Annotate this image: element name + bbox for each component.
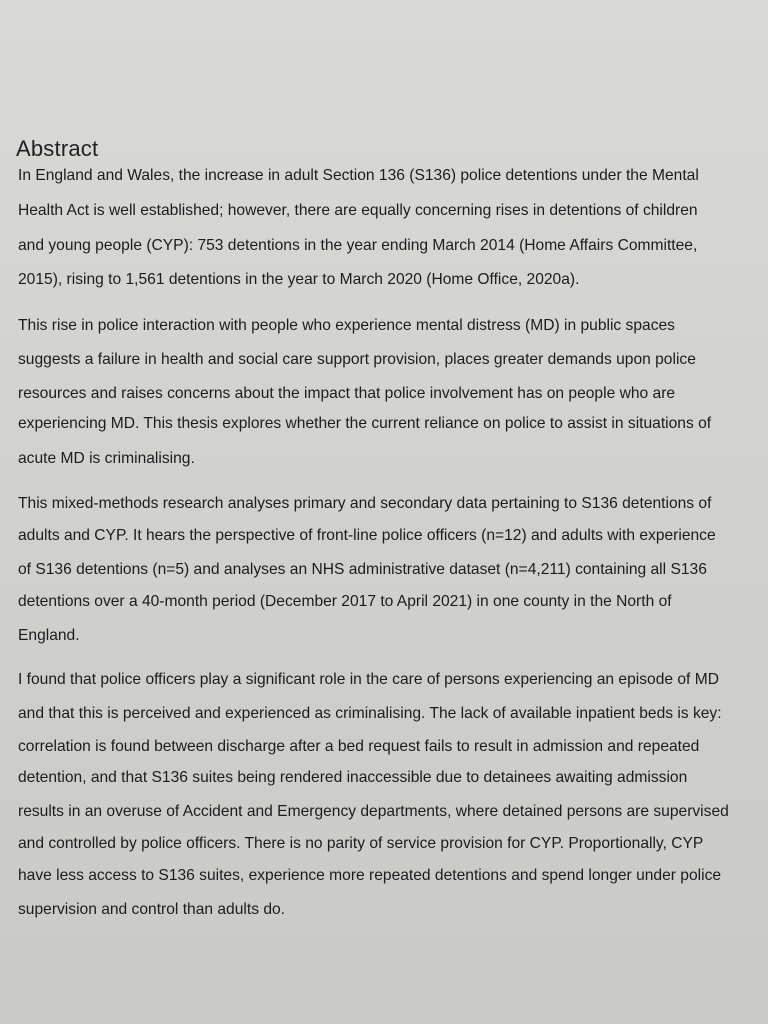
- paragraph-3-line-5: England.: [18, 627, 80, 644]
- paragraph-2-line-3: resources and raises concerns about the impact that police involvement has on people who are: [18, 385, 676, 402]
- paragraph-3-line-4: detentions over a 40-month period (December 2017 to April 2021) in one county in the North of: [18, 593, 672, 610]
- paragraph-4-line-6: and controlled by police officers. There is no parity of service provision for CYP. Proportionally, CYP: [18, 835, 704, 852]
- paragraph-2-line-4: experiencing MD. This thesis explores whether the current reliance on police to assist in situations of: [18, 415, 712, 432]
- paragraph-4-line-7: have less access to S136 suites, experience more repeated detentions and spend longer under police: [18, 867, 722, 884]
- paragraph-3-line-3: of S136 detentions (n=5) and analyses an NHS administrative dataset (n=4,211) containing all S136: [18, 561, 707, 578]
- paragraph-4-line-5: results in an overuse of Accident and Emergency departments, where detained persons are supervised: [18, 803, 729, 820]
- paragraph-1-line-2: Health Act is well established; however, there are equally concerning rises in detentions of children: [18, 202, 698, 219]
- paragraph-4-line-1: I found that police officers play a significant role in the care of persons experiencing an episode of MD: [18, 671, 719, 688]
- paragraph-1-line-3: and young people (CYP): 753 detentions in the year ending March 2014 (Home Affairs Committee,: [18, 237, 698, 254]
- paragraph-4-line-4: detention, and that S136 suites being rendered inaccessible due to detainees awaiting admission: [18, 769, 688, 786]
- abstract-heading: Abstract: [16, 136, 99, 161]
- paragraph-3-line-1: This mixed-methods research analyses primary and secondary data pertaining to S136 detentions of: [18, 495, 712, 512]
- paragraph-3-line-2: adults and CYP. It hears the perspective of front-line police officers (n=12) and adults with experience: [18, 527, 716, 544]
- paragraph-1-line-1: In England and Wales, the increase in adult Section 136 (S136) police detentions under the Mental: [18, 167, 699, 184]
- paragraph-4-line-8: supervision and control than adults do.: [18, 901, 285, 918]
- paragraph-2-line-1: This rise in police interaction with people who experience mental distress (MD) in public spaces: [18, 317, 675, 334]
- paragraph-1-line-4: 2015), rising to 1,561 detentions in the year to March 2020 (Home Office, 2020a).: [18, 271, 580, 288]
- paragraph-2-line-2: suggests a failure in health and social care support provision, places greater demands upon police: [18, 351, 696, 368]
- paragraph-2-line-5: acute MD is criminalising.: [18, 450, 195, 467]
- paragraph-4-line-3: correlation is found between discharge after a bed request fails to result in admission and repeated: [18, 738, 700, 755]
- paragraph-4-line-2: and that this is perceived and experienced as criminalising. The lack of available inpatient beds is key:: [18, 705, 722, 722]
